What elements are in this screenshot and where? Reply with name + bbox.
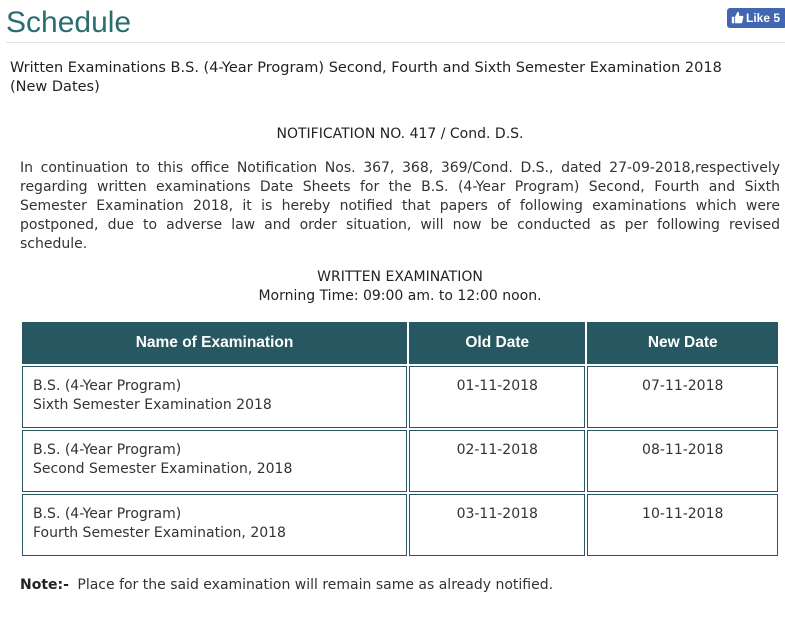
header-new-date: New Date (587, 322, 778, 364)
exam-program: B.S. (4-Year Program) (33, 506, 182, 522)
note-label: Note:- (20, 577, 69, 593)
new-date-cell: 07-11-2018 (587, 366, 778, 428)
notification-body: In continuation to this office Notification Nos. 367, 368, 369/Cond. D.S., dated 27-09-2018,respectively regarding written examinations Date Sheets for the B.S. (4-Year Program) Second, Fourth and Sixth Semester Examination 2018, it is hereby notified that papers of following examinations which were postponed, due to adverse law and order situation, will now be conducted as per following revised schedule. (20, 160, 780, 252)
note-text: Place for the said examination will remain same as already notified. (77, 577, 554, 593)
exam-name-cell (22, 494, 407, 556)
thumbs-up-icon (731, 11, 744, 24)
note (20, 576, 553, 595)
exam-program: B.S. (4-Year Program) (33, 442, 182, 458)
table-row (22, 430, 778, 492)
exam-time: Morning Time: 09:00 am. to 12:00 noon. (258, 288, 542, 304)
title-divider (6, 42, 785, 43)
old-date-cell: 03-11-2018 (409, 494, 585, 556)
facebook-like-button[interactable] (727, 8, 785, 28)
notification-number: NOTIFICATION NO. 417 / Cond. D.S. (276, 126, 524, 142)
schedule-table (20, 320, 780, 558)
header-name-of-examination: Name of Examination (22, 322, 407, 364)
exam-program: B.S. (4-Year Program) (33, 378, 182, 394)
table-row (22, 494, 778, 556)
like-label: Like 5 (746, 11, 781, 25)
old-date-cell: 01-11-2018 (409, 366, 585, 428)
new-date-cell: 10-11-2018 (587, 494, 778, 556)
table-header-row (22, 322, 778, 364)
exam-name-cell (22, 430, 407, 492)
table-row (22, 366, 778, 428)
exam-heading (0, 268, 785, 306)
page-title: Schedule (6, 6, 132, 39)
exam-name-cell (22, 366, 407, 428)
exam-heading-title: WRITTEN EXAMINATION (317, 269, 483, 285)
header-old-date: Old Date (409, 322, 585, 364)
old-date-cell: 02-11-2018 (409, 430, 585, 492)
new-date-cell: 08-11-2018 (587, 430, 778, 492)
article-subtitle: Written Examinations B.S. (4-Year Program) Second, Fourth and Sixth Semester Examination 2018 (New Dates) (10, 60, 722, 95)
exam-title: Fourth Semester Examination, 2018 (33, 525, 286, 541)
exam-title: Sixth Semester Examination 2018 (33, 397, 272, 413)
exam-title: Second Semester Examination, 2018 (33, 461, 293, 477)
